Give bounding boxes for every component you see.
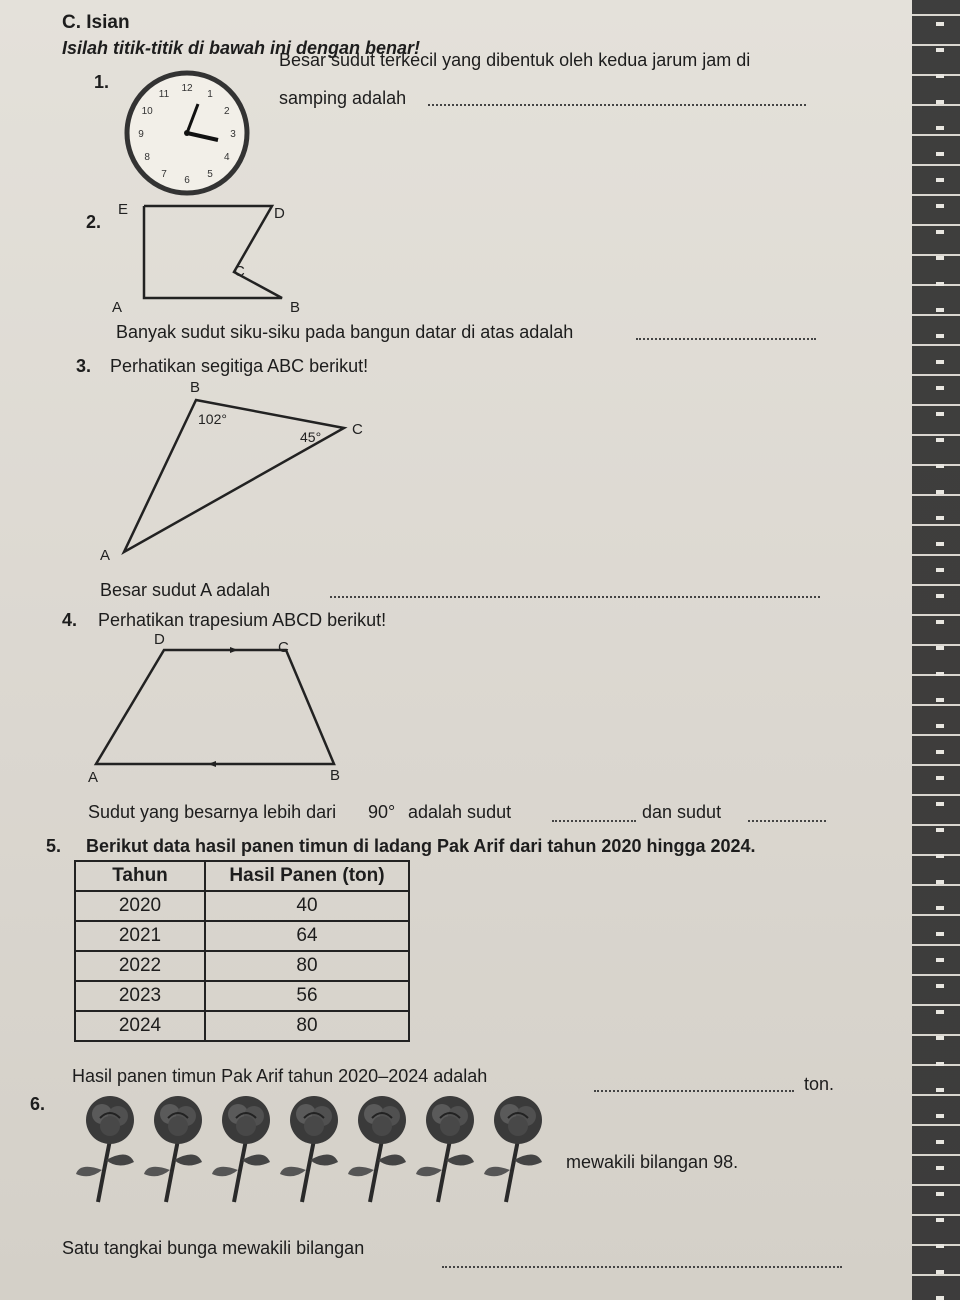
- clock-number: 1: [207, 89, 213, 101]
- q5-number: 5.: [46, 836, 62, 856]
- table-row: [75, 1011, 409, 1041]
- q4-label-a: A: [88, 769, 99, 786]
- q4-question-part1: Sudut yang besarnya lebih dari: [88, 802, 337, 822]
- clock-number: 9: [138, 129, 144, 140]
- table-header-harvest: Hasil Panen (ton): [205, 861, 409, 891]
- table-header-row: [75, 861, 409, 891]
- q3-question: Besar sudut A adalah: [100, 580, 271, 600]
- q4-question-part3: dan sudut: [642, 802, 722, 822]
- q1-answer-blank[interactable]: [428, 104, 806, 106]
- q4-label-c: C: [278, 639, 289, 656]
- rose-icon: [280, 1096, 338, 1202]
- q4-label-d: D: [154, 631, 165, 648]
- q2-label-e: E: [118, 201, 129, 218]
- table-cell-year: 2024: [75, 1011, 205, 1041]
- clock-number: 11: [158, 89, 170, 101]
- harvest-table: [74, 860, 410, 1042]
- table-cell-year: 2022: [75, 951, 205, 981]
- table-cell-harvest: 64: [205, 921, 409, 951]
- table-row: [75, 981, 409, 1011]
- table-cell-year: 2023: [75, 981, 205, 1011]
- q3-angle-c: 45°: [300, 429, 322, 445]
- q4-intro: Perhatikan trapesium ABCD berikut!: [98, 610, 387, 630]
- q4-trapezoid-figure: [82, 630, 362, 790]
- q3-triangle-figure: [96, 374, 376, 570]
- table-cell-harvest: 80: [205, 951, 409, 981]
- q3-answer-blank[interactable]: [330, 596, 820, 598]
- q5-answer-blank[interactable]: [594, 1090, 794, 1092]
- q5-question: Hasil panen timun Pak Arif tahun 2020–2024 adalah: [72, 1066, 488, 1086]
- clock-number: 7: [161, 168, 167, 180]
- q3-intro: Perhatikan segitiga ABC berikut!: [110, 356, 369, 376]
- table-cell-year: 2021: [75, 921, 205, 951]
- q2-question: Banyak sudut siku-siku pada bangun datar di atas adalah: [116, 322, 574, 342]
- rose-icon: [76, 1096, 134, 1202]
- q4-answer-blank-2[interactable]: [748, 820, 826, 822]
- clock-number: 3: [230, 129, 236, 140]
- q6-answer-blank[interactable]: [442, 1266, 842, 1268]
- q4-question-angle: 90°: [368, 802, 396, 822]
- clock-number: 8: [144, 152, 150, 163]
- clock-number: 2: [224, 106, 230, 117]
- q2-label-c: C: [234, 263, 245, 280]
- q6-number: 6.: [30, 1094, 46, 1114]
- q3-angle-b: 102°: [198, 411, 227, 427]
- table-cell-harvest: 40: [205, 891, 409, 921]
- q2-label-b: B: [290, 299, 301, 316]
- q2-answer-blank[interactable]: [636, 338, 816, 340]
- table-cell-harvest: 80: [205, 1011, 409, 1041]
- table-cell-harvest: 56: [205, 981, 409, 1011]
- rose-icon: [144, 1096, 202, 1202]
- rose-icon: [212, 1096, 270, 1202]
- q3-label-a: A: [100, 547, 111, 564]
- table-cell-year: 2020: [75, 891, 205, 921]
- q6-question: Satu tangkai bunga mewakili bilangan: [62, 1238, 365, 1258]
- table-row: [75, 891, 409, 921]
- rose-icon: [484, 1096, 542, 1202]
- rose-icon: [348, 1096, 406, 1202]
- q2-label-a: A: [112, 299, 123, 316]
- q3-number: 3.: [76, 356, 92, 376]
- q1-text-line1: Besar sudut terkecil yang dibentuk oleh kedua jarum jam di: [279, 50, 751, 70]
- q2-number: 2.: [86, 212, 102, 232]
- q4-answer-blank-1[interactable]: [552, 820, 636, 822]
- rose-icon: [416, 1096, 474, 1202]
- q3-label-b: B: [190, 379, 201, 396]
- instruction: Isilah titik-titik di bawah ini dengan benar!: [62, 38, 421, 58]
- clock-image: [122, 68, 252, 198]
- q4-number: 4.: [62, 610, 78, 630]
- clock-number: 4: [224, 152, 230, 163]
- q5-unit: ton.: [804, 1074, 835, 1094]
- q2-shape-figure: [104, 196, 304, 326]
- clock-number: 12: [181, 83, 193, 94]
- q5-intro: Berikut data hasil panen timun di ladang Pak Arif dari tahun 2020 hingga 2024.: [86, 836, 756, 856]
- table-row: [75, 951, 409, 981]
- q4-label-b: B: [330, 767, 341, 784]
- q2-label-d: D: [274, 205, 285, 222]
- q1-number: 1.: [94, 72, 110, 92]
- q3-label-c: C: [352, 421, 363, 438]
- binding-holes: [936, 0, 944, 1300]
- q6-caption: mewakili bilangan 98.: [566, 1152, 739, 1172]
- table-row: [75, 921, 409, 951]
- section-title: C. Isian: [62, 12, 130, 33]
- table-header-year: Tahun: [75, 861, 205, 891]
- clock-number: 5: [207, 168, 213, 180]
- rose-pictograph: [76, 1090, 556, 1210]
- clock-number: 10: [141, 106, 153, 117]
- q4-question-part2: adalah sudut: [408, 802, 512, 822]
- q1-text-line2: samping adalah: [279, 88, 407, 108]
- clock-number: 6: [184, 175, 190, 186]
